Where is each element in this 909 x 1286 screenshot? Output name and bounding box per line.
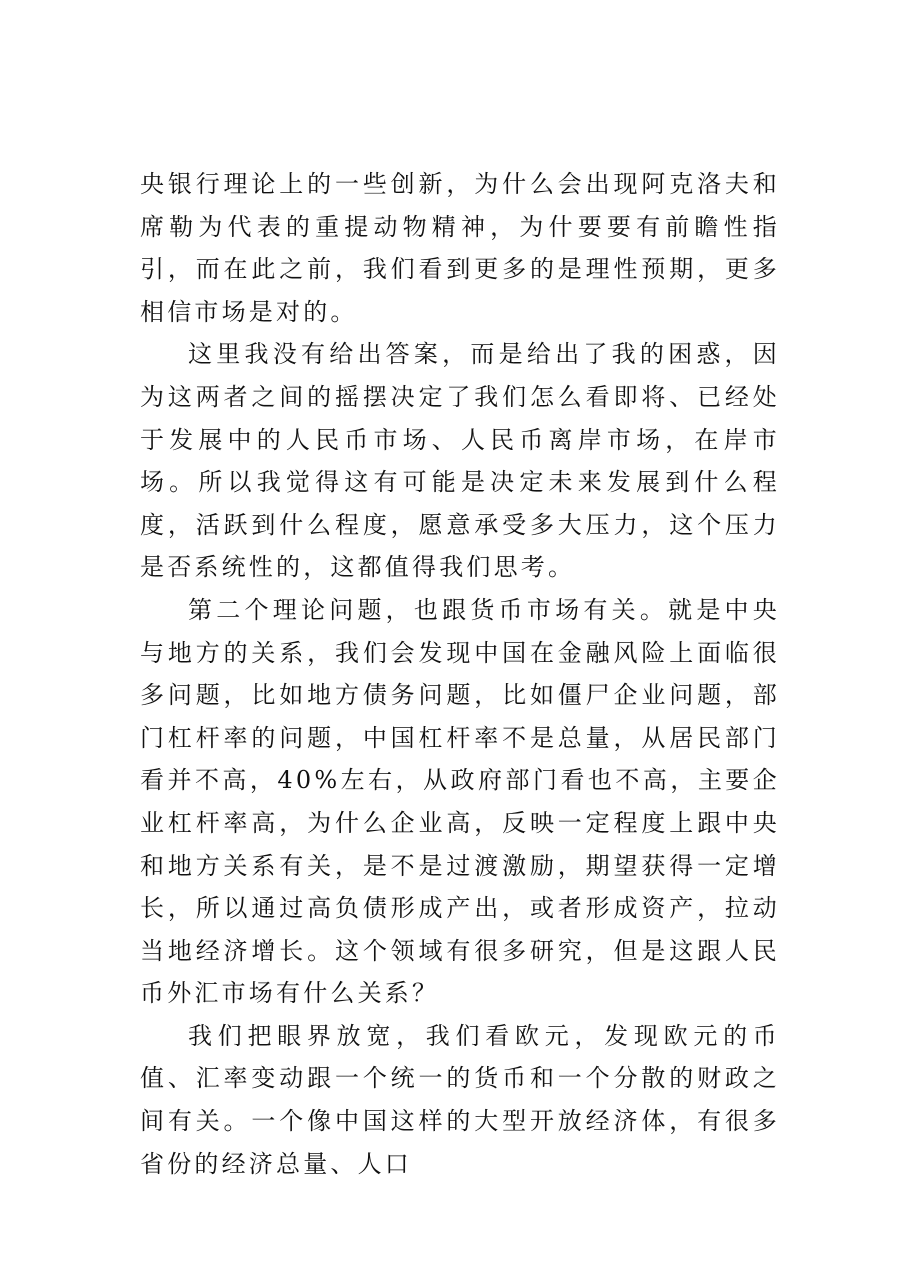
paragraph-1: 央银行理论上的一些创新，为什么会出现阿克洛夫和席勒为代表的重提动物精神，为什要要有前瞻性指引，而在此之前，我们看到更多的是理性预期，更多相信市场是对的。 (140, 170, 780, 326)
document-body (140, 163, 780, 1185)
paragraph-4: 我们把眼界放宽，我们看欧元，发现欧元的币值、汇率变动跟一个统一的货币和一个分散的财政之间有关。一个像中国这样的大型开放经济体，有很多省份的经济总量、人口 (140, 1021, 780, 1178)
paragraph-2: 这里我没有给出答案，而是给出了我的困惑，因为这两者之间的摇摆决定了我们怎么看即将、已经处于发展中的人民币市场、人民币离岸市场，在岸市场。所以我觉得这有可能是决定未来发展到什么程度，活跃到什么程度，愿意承受多大压力，这个压力是否系统性的，这都值得我们思考。 (140, 340, 780, 582)
paragraph-3: 第二个理论问题，也跟货币市场有关。就是中央与地方的关系，我们会发现中国在金融风险上面临很多问题，比如地方债务问题，比如僵尸企业问题，部门杠杆率的问题，中国杠杆率不是总量，从居民部门看并不高，40%左右，从政府部门看也不高，主要企业杠杆率高，为什么企业高，反映一定程度上跟中央和地方关系有关，是不是过渡激励，期望获得一定增长，所以通过高负债形成产出，或者形成资产，拉动当地经济增长。这个领域有很多研究，但是这跟人民币外汇市场有什么关系？ (140, 595, 780, 1008)
